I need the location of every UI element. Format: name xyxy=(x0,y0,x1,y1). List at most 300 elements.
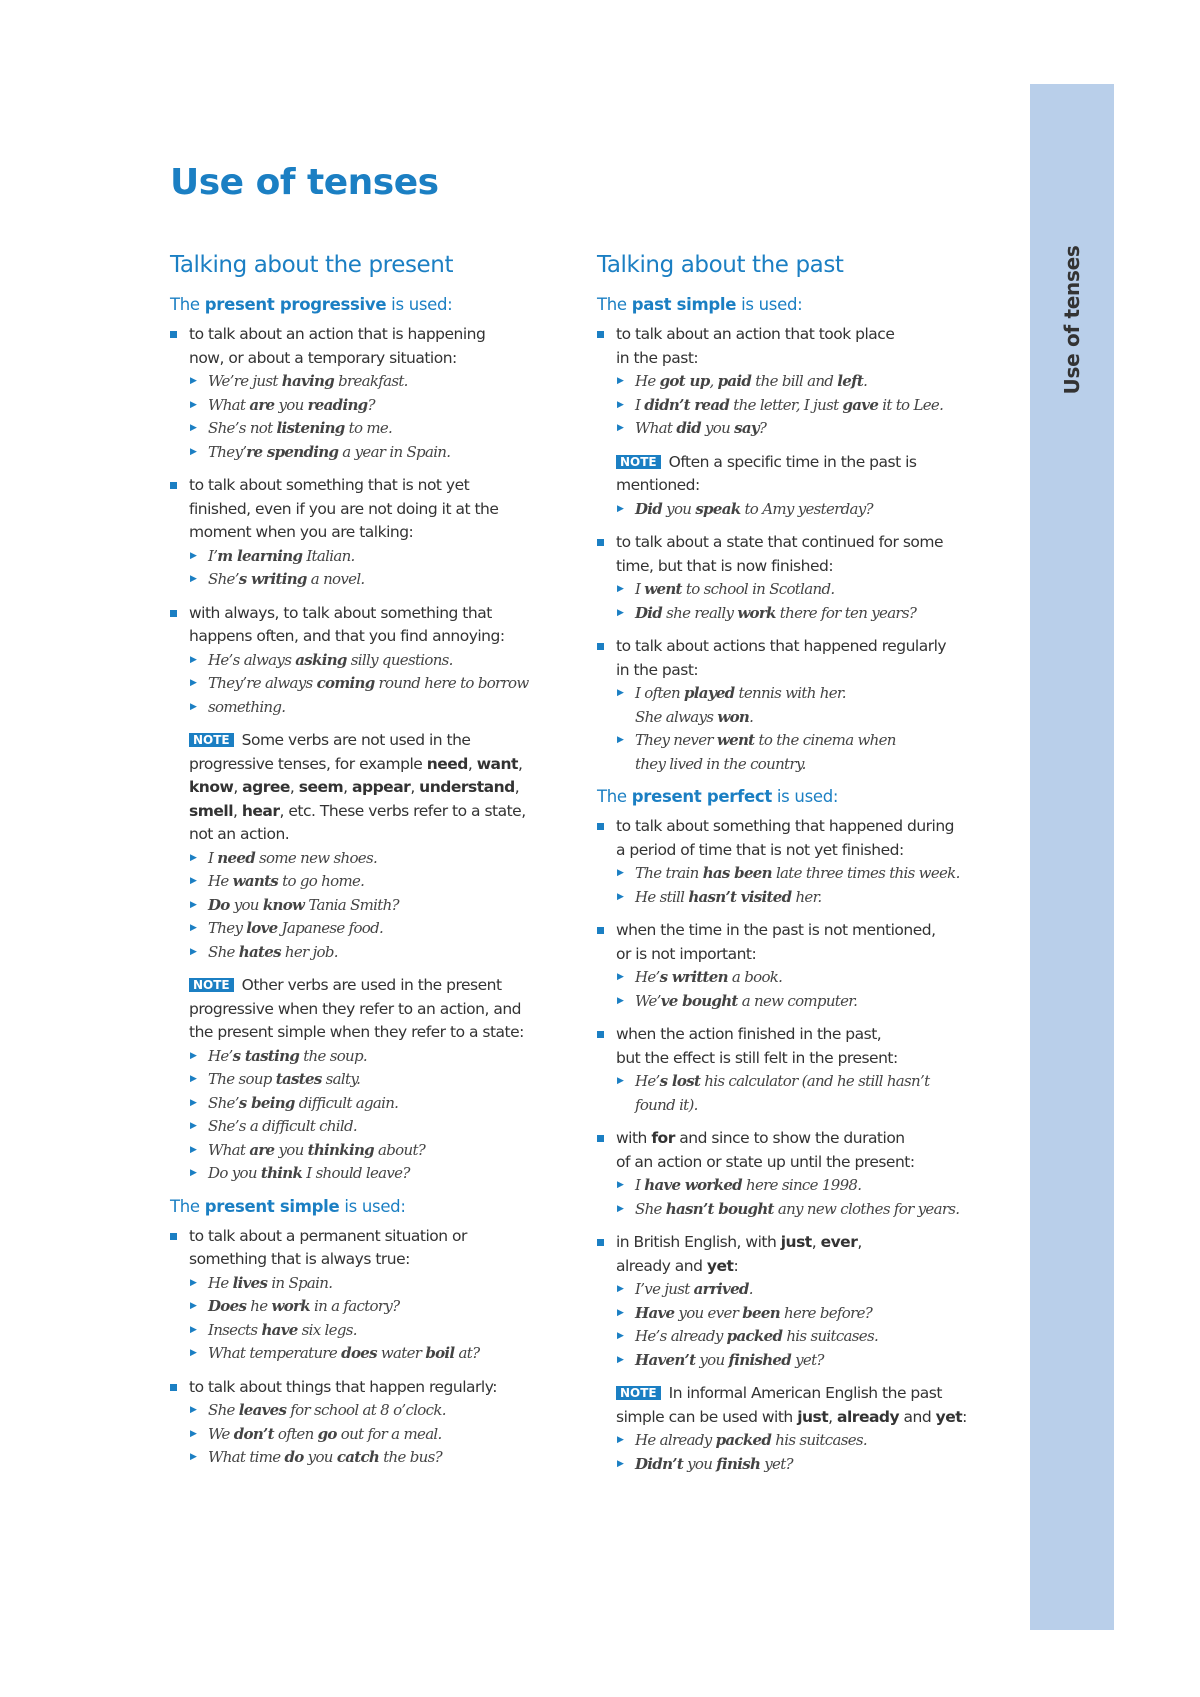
text-run: the bus? xyxy=(379,1448,442,1467)
text-run: In informal American English the past xyxy=(668,1384,942,1403)
column-present xyxy=(170,252,570,1480)
text-run: She xyxy=(208,1401,239,1420)
emphasis-text: lives xyxy=(232,1273,268,1292)
text-run: . xyxy=(749,707,754,726)
text-run: to talk about actions that happened regularly xyxy=(616,637,947,656)
emphasis-text: present simple xyxy=(204,1196,340,1216)
emphasis-text: Do xyxy=(208,895,230,914)
emphasis-text: Did xyxy=(635,603,663,622)
emphasis-text: listening xyxy=(276,419,345,438)
text-run: something. xyxy=(208,697,286,716)
emphasis-text: know xyxy=(262,895,305,914)
usage-bullet xyxy=(597,1231,997,1278)
text-run: They’re always xyxy=(208,674,317,693)
text-run: : xyxy=(733,1256,739,1275)
text-run: . xyxy=(863,372,868,391)
example-sentence xyxy=(170,1045,570,1069)
emphasis-text: does xyxy=(341,1344,377,1363)
text-run: when the time in the past is not mentioned, xyxy=(616,921,936,940)
text-run: Do you xyxy=(208,1164,261,1183)
emphasis-text: love xyxy=(246,919,278,938)
example-sentence xyxy=(170,417,570,441)
usage-block xyxy=(597,1127,997,1221)
text-run: the present simple when they refer to a state: xyxy=(189,1023,524,1042)
example-sentence xyxy=(597,753,997,777)
text-run: He’s always xyxy=(208,650,296,669)
usage-block xyxy=(597,815,997,909)
note-text xyxy=(597,1382,997,1429)
text-run: to talk about an action that is happening xyxy=(189,325,486,344)
example-sentence xyxy=(170,894,570,918)
note-badge: NOTE xyxy=(616,455,661,469)
section-subheading xyxy=(170,1196,570,1217)
emphasis-text: got up xyxy=(659,372,710,391)
text-run: She xyxy=(635,1199,666,1218)
emphasis-text: went xyxy=(716,731,755,750)
emphasis-text: has been xyxy=(702,864,772,883)
text-run: there for ten years? xyxy=(775,603,917,622)
text-run: silly questions. xyxy=(346,650,453,669)
emphasis-text: don’t xyxy=(233,1424,274,1443)
text-run: , xyxy=(410,778,420,797)
emphasis-text: boil xyxy=(425,1344,455,1363)
text-run: you xyxy=(274,395,308,414)
example-sentence xyxy=(170,1295,570,1319)
emphasis-text: m learning xyxy=(217,546,303,565)
usage-block xyxy=(597,531,997,625)
emphasis-text: paid xyxy=(717,372,752,391)
emphasis-text: work xyxy=(271,1297,310,1316)
text-run: to talk about a state that continued for some xyxy=(616,533,944,552)
note-text xyxy=(170,974,570,1045)
emphasis-text: been xyxy=(742,1303,780,1322)
emphasis-text: did xyxy=(676,419,701,438)
text-run: for school at 8 o’clock. xyxy=(286,1401,446,1420)
emphasis-text: hasn’t visited xyxy=(688,887,792,906)
example-sentence xyxy=(597,578,997,602)
text-run: to me. xyxy=(344,419,393,438)
example-sentence xyxy=(170,1115,570,1139)
text-run: I often xyxy=(635,684,685,703)
usage-bullet xyxy=(170,323,570,370)
text-run: it to Lee. xyxy=(878,395,944,414)
text-run: out for a meal. xyxy=(336,1424,442,1443)
text-run: and since to show the duration xyxy=(674,1129,905,1148)
emphasis-text: hasn’t bought xyxy=(665,1199,774,1218)
text-run: salty. xyxy=(321,1070,361,1089)
text-run: the soup. xyxy=(299,1046,367,1065)
emphasis-text: gave xyxy=(842,395,879,414)
text-run: She’ xyxy=(208,570,239,589)
emphasis-text: s written xyxy=(659,968,728,987)
emphasis-text: catch xyxy=(336,1448,380,1467)
text-run: He’ xyxy=(635,968,660,987)
emphasis-text: arrived xyxy=(693,1280,749,1299)
text-run: you xyxy=(695,1350,729,1369)
column-heading: Talking about the past xyxy=(597,252,844,278)
emphasis-text: understand xyxy=(419,778,515,797)
text-run: here before? xyxy=(779,1303,873,1322)
text-run: and xyxy=(899,1407,936,1426)
usage-bullet xyxy=(597,635,997,682)
usage-bullet xyxy=(597,1023,997,1070)
emphasis-text: just xyxy=(780,1233,812,1252)
text-run: of an action or state up until the present: xyxy=(616,1152,915,1171)
text-run: He’ xyxy=(635,1072,660,1091)
text-run: : xyxy=(962,1407,967,1426)
text-run: , xyxy=(289,778,299,797)
emphasis-text: do xyxy=(284,1448,304,1467)
example-sentence xyxy=(170,545,570,569)
emphasis-text: want xyxy=(476,754,518,773)
emphasis-text: reading xyxy=(307,395,368,414)
section xyxy=(597,294,997,776)
emphasis-text: just xyxy=(797,1407,829,1426)
text-run: any new clothes for years. xyxy=(773,1199,960,1218)
text-run: , xyxy=(811,1233,821,1252)
column-heading: Talking about the present xyxy=(170,252,454,278)
text-run: with always, to talk about something that xyxy=(189,603,492,622)
emphasis-text: have worked xyxy=(644,1176,742,1195)
example-sentence xyxy=(597,966,997,990)
emphasis-text: agree xyxy=(242,778,290,797)
text-run: a novel. xyxy=(306,570,365,589)
text-run: you xyxy=(662,499,696,518)
text-run: about? xyxy=(373,1140,426,1159)
text-run: to school in Scotland. xyxy=(681,580,835,599)
example-sentence xyxy=(170,1446,570,1470)
emphasis-text: leaves xyxy=(238,1401,287,1420)
emphasis-text: played xyxy=(684,684,735,703)
emphasis-text: smell xyxy=(189,801,234,820)
emphasis-text: present perfect xyxy=(631,787,772,807)
emphasis-text: hates xyxy=(238,942,281,961)
emphasis-text: thinking xyxy=(307,1140,374,1159)
emphasis-text: Have xyxy=(635,1303,675,1322)
text-run: happens often, and that you find annoying: xyxy=(189,627,505,646)
usage-bullet xyxy=(597,1127,997,1174)
example-sentence xyxy=(170,370,570,394)
text-run: The xyxy=(170,1196,205,1216)
usage-block xyxy=(597,323,997,441)
emphasis-text: know xyxy=(189,778,234,797)
text-run: or is not important: xyxy=(616,944,757,963)
text-run: her. xyxy=(791,887,822,906)
usage-block xyxy=(170,1376,570,1470)
emphasis-text: past simple xyxy=(631,294,737,314)
text-run: They’ xyxy=(208,442,247,461)
usage-bullet xyxy=(170,1376,570,1400)
text-run: What xyxy=(208,395,250,414)
text-run: time, but that is now finished: xyxy=(616,556,834,575)
text-run: , xyxy=(233,778,243,797)
text-run: the letter, I just xyxy=(729,395,843,414)
emphasis-text: need xyxy=(217,848,255,867)
text-run: you xyxy=(700,419,735,438)
text-run: mentioned: xyxy=(616,476,700,495)
emphasis-text: tastes xyxy=(275,1070,322,1089)
note-text xyxy=(597,451,997,498)
text-run: in the past: xyxy=(616,660,699,679)
example-sentence xyxy=(597,1094,997,1118)
usage-bullet xyxy=(597,323,997,370)
text-run: She always xyxy=(635,707,718,726)
text-run: progressive tenses, for example xyxy=(189,754,427,773)
text-run: a book. xyxy=(727,968,783,987)
text-run: a year in Spain. xyxy=(338,442,451,461)
text-run: I should leave? xyxy=(302,1164,410,1183)
text-run: I xyxy=(635,395,645,414)
text-run: Some verbs are not used in the xyxy=(241,731,471,750)
example-sentence xyxy=(170,1092,570,1116)
example-sentence xyxy=(597,1453,997,1477)
text-run: , xyxy=(828,1407,838,1426)
emphasis-text: already xyxy=(837,1407,900,1426)
emphasis-text: think xyxy=(260,1164,303,1183)
section-subheading xyxy=(597,786,997,807)
emphasis-text: left xyxy=(837,372,864,391)
example-sentence xyxy=(597,886,997,910)
example-sentence xyxy=(170,672,570,696)
text-run: , xyxy=(517,754,523,773)
text-run: some new shoes. xyxy=(254,848,378,867)
usage-bullet xyxy=(170,602,570,649)
example-sentence xyxy=(170,1399,570,1423)
emphasis-text: for xyxy=(651,1129,675,1148)
text-run: moment when you are talking: xyxy=(189,523,414,542)
text-run: They xyxy=(208,919,247,938)
text-run: her job. xyxy=(280,942,338,961)
example-sentence xyxy=(597,1198,997,1222)
emphasis-text: s lost xyxy=(659,1072,701,1091)
side-tab-label: Use of tenses xyxy=(1060,245,1084,395)
text-run: you ever xyxy=(674,1303,743,1322)
example-sentence xyxy=(170,1272,570,1296)
text-run: What xyxy=(208,1140,250,1159)
example-sentence xyxy=(597,417,997,441)
emphasis-text: have xyxy=(261,1320,298,1339)
text-run: is used: xyxy=(339,1196,406,1216)
emphasis-text: Didn’t xyxy=(635,1454,684,1473)
text-run: simple can be used with xyxy=(616,1407,798,1426)
text-run: , xyxy=(709,372,718,391)
text-run: , xyxy=(467,754,477,773)
text-run: something that is always true: xyxy=(189,1250,410,1269)
text-run: I xyxy=(635,1176,645,1195)
text-run: Often a specific time in the past is xyxy=(668,452,917,471)
text-run: He xyxy=(635,372,660,391)
text-run: He still xyxy=(635,887,689,906)
text-run: ? xyxy=(758,419,767,438)
emphasis-text: go xyxy=(317,1424,337,1443)
text-run: He’ xyxy=(208,1046,233,1065)
emphasis-text: ve bought xyxy=(660,991,738,1010)
emphasis-text: s tasting xyxy=(232,1046,300,1065)
text-run: We’re just xyxy=(208,372,282,391)
usage-bullet xyxy=(170,474,570,545)
text-run: The xyxy=(597,787,632,807)
text-run: to talk about something that happened during xyxy=(616,817,954,836)
example-sentence xyxy=(597,706,997,730)
text-run: to talk about things that happen regularly: xyxy=(189,1377,497,1396)
text-run: The soup xyxy=(208,1070,276,1089)
usage-bullet xyxy=(597,531,997,578)
text-run: late three times this week. xyxy=(771,864,960,883)
example-sentence xyxy=(597,1349,997,1373)
text-run: She’ xyxy=(208,1093,239,1112)
emphasis-text: seem xyxy=(298,778,344,797)
text-run: I xyxy=(208,848,218,867)
emphasis-text: need xyxy=(426,754,468,773)
example-sentence xyxy=(597,1429,997,1453)
usage-block xyxy=(597,1231,997,1372)
text-run: He xyxy=(208,1273,233,1292)
emphasis-text: ever xyxy=(820,1233,858,1252)
text-run: yet? xyxy=(791,1350,824,1369)
text-run: tennis with her. xyxy=(734,684,846,703)
emphasis-text: hear xyxy=(241,801,280,820)
text-run: , xyxy=(233,801,242,820)
usage-block xyxy=(170,474,570,592)
text-run: to Amy yesterday? xyxy=(740,499,873,518)
example-sentence xyxy=(597,1070,997,1094)
text-run: . xyxy=(748,1280,753,1299)
emphasis-text: asking xyxy=(295,650,347,669)
section xyxy=(170,294,570,1186)
emphasis-text: s writing xyxy=(238,570,307,589)
text-run: you xyxy=(303,1448,337,1467)
emphasis-text: Does xyxy=(208,1297,247,1316)
usage-bullet xyxy=(597,815,997,862)
text-run: They never xyxy=(635,731,717,750)
text-run: We xyxy=(208,1424,234,1443)
emphasis-text: having xyxy=(281,372,334,391)
text-run: The xyxy=(170,294,205,314)
note-badge: NOTE xyxy=(189,733,234,747)
text-run: now, or about a temporary situation: xyxy=(189,348,457,367)
text-run: , xyxy=(514,778,520,797)
text-run: ? xyxy=(367,395,375,414)
text-run: breakfast. xyxy=(334,372,408,391)
usage-bullet xyxy=(597,919,997,966)
note-block xyxy=(597,451,997,522)
note-badge: NOTE xyxy=(616,1386,661,1400)
text-run: when the action finished in the past, xyxy=(616,1025,882,1044)
emphasis-text: present progressive xyxy=(204,294,387,314)
emphasis-text: re spending xyxy=(246,442,339,461)
example-sentence xyxy=(170,917,570,941)
text-run: yet? xyxy=(760,1454,793,1473)
text-run: here since 1998. xyxy=(741,1176,862,1195)
text-run: , xyxy=(343,778,353,797)
emphasis-text: didn’t read xyxy=(644,395,730,414)
text-run: Italian. xyxy=(302,546,355,565)
emphasis-text: yet xyxy=(706,1256,734,1275)
text-run: The train xyxy=(635,864,703,883)
text-run: I xyxy=(635,580,645,599)
text-run: in Spain. xyxy=(267,1273,333,1292)
text-run: to talk about something that is not yet xyxy=(189,476,470,495)
emphasis-text: wants xyxy=(232,872,279,891)
text-run: to go home. xyxy=(278,872,365,891)
text-run: She’s not xyxy=(208,419,277,438)
note-block xyxy=(597,1382,997,1476)
text-run: you xyxy=(683,1454,717,1473)
text-run: often xyxy=(273,1424,318,1443)
section xyxy=(597,786,997,1476)
emphasis-text: won xyxy=(717,707,750,726)
text-run: She xyxy=(208,942,239,961)
text-run: He already xyxy=(635,1431,716,1450)
text-run: she really xyxy=(662,603,738,622)
text-run: to the cinema when xyxy=(754,731,896,750)
example-sentence xyxy=(597,498,997,522)
example-sentence xyxy=(170,1068,570,1092)
example-sentence xyxy=(170,870,570,894)
text-run: The xyxy=(597,294,632,314)
text-run: difficult again. xyxy=(294,1093,399,1112)
example-sentence xyxy=(170,1319,570,1343)
text-run: to talk about a permanent situation or xyxy=(189,1226,467,1245)
text-run: progressive when they refer to an action, and xyxy=(189,999,522,1018)
example-sentence xyxy=(597,394,997,418)
emphasis-text: yet xyxy=(935,1407,963,1426)
text-run: already and xyxy=(616,1256,707,1275)
example-sentence xyxy=(170,649,570,673)
example-sentence xyxy=(597,1174,997,1198)
emphasis-text: coming xyxy=(316,674,375,693)
text-run: but the effect is still felt in the present: xyxy=(616,1048,898,1067)
text-run: at? xyxy=(454,1344,480,1363)
emphasis-text: appear xyxy=(352,778,411,797)
usage-block xyxy=(170,1225,570,1366)
text-run: is used: xyxy=(771,787,839,807)
text-run: in a factory? xyxy=(309,1297,400,1316)
emphasis-text: finish xyxy=(716,1454,761,1473)
emphasis-text: s being xyxy=(238,1093,295,1112)
text-run: I’ve just xyxy=(635,1280,694,1299)
emphasis-text: are xyxy=(249,395,275,414)
text-run: he xyxy=(246,1297,272,1316)
example-sentence xyxy=(170,1162,570,1186)
text-run: What xyxy=(635,419,677,438)
text-run: you xyxy=(274,1140,308,1159)
text-run: in British English, with xyxy=(616,1233,781,1252)
text-run: What time xyxy=(208,1448,285,1467)
usage-block xyxy=(170,323,570,464)
text-run: not an action. xyxy=(189,825,290,844)
example-sentence xyxy=(597,370,997,394)
text-run: Tania Smith? xyxy=(304,895,399,914)
emphasis-text: work xyxy=(737,603,776,622)
text-run: Japanese food. xyxy=(277,919,384,938)
text-run: round here to borrow xyxy=(374,674,529,693)
text-run: the bill and xyxy=(751,372,838,391)
example-sentence xyxy=(597,990,997,1014)
example-sentence xyxy=(597,1325,997,1349)
text-run: six legs. xyxy=(297,1320,357,1339)
section xyxy=(170,1196,570,1470)
text-run: , etc. These verbs refer to a state, xyxy=(279,801,526,820)
example-sentence xyxy=(170,847,570,871)
text-run: I’ xyxy=(208,546,218,565)
text-run: He xyxy=(208,872,233,891)
text-run: He’s already xyxy=(635,1327,727,1346)
text-run: they lived in the country. xyxy=(635,754,806,773)
usage-block xyxy=(597,919,997,1013)
example-sentence xyxy=(170,1342,570,1366)
text-run: We’ xyxy=(635,991,661,1010)
